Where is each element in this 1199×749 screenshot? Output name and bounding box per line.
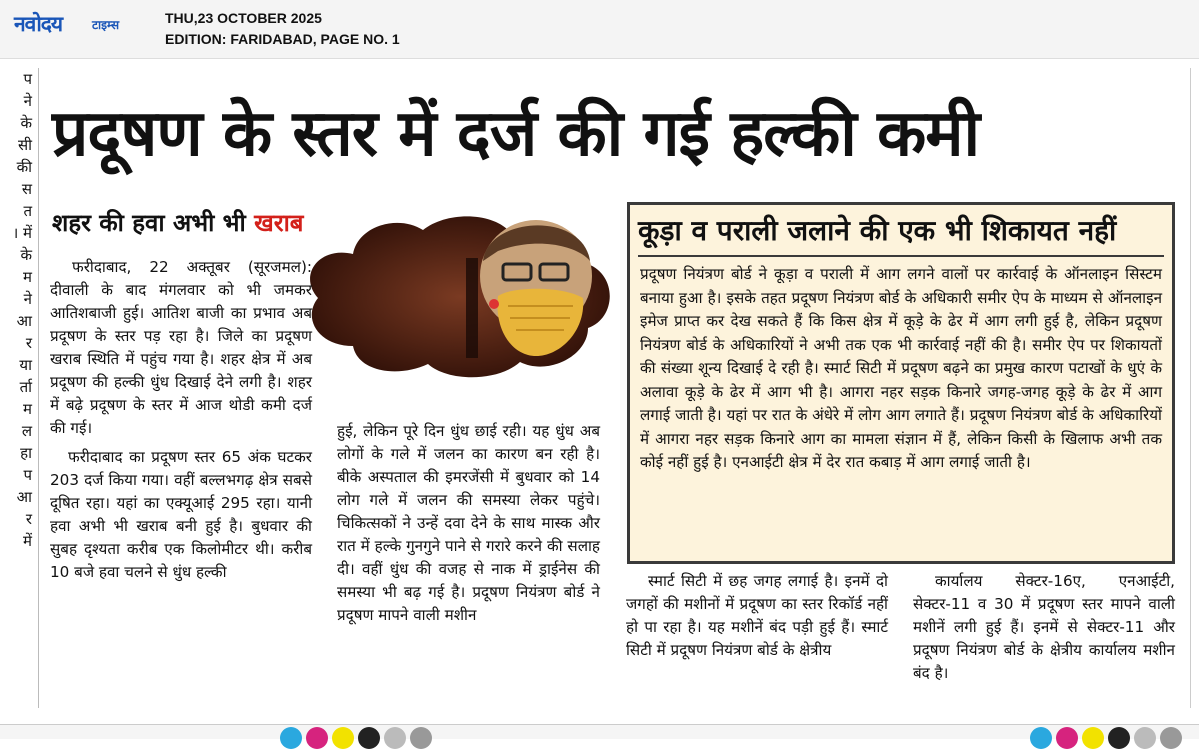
edge-text-line: ने [23,290,32,308]
adjacent-article-edge [0,68,39,708]
edge-text-line: ने [23,92,32,110]
paragraph: फरीदाबाद का प्रदूषण स्तर 65 अंक घटकर 203 दर्ज किया गया। वहीं बल्लभगढ़ क्षेत्र सबसे दूषित रहा। यहां का एक्यूआई 295 रहा। यानी हवा अभी भी खराब बनी हुई है। बुधवार की सुबह दृश्यता करीब एक किलोमीटर थी। करीब 10 बजे हवा चलने से धुंध हल्की [50,448,312,581]
paragraph: कार्यालय सेक्टर-16ए, एनआईटी, सेक्टर-11 व 30 में प्रदूषण स्तर मापने वाली मशीनें लगी हुई हैं। इनमें से सेक्टर-11 और प्रदूषण नियंत्रण बोर्ड के क्षेत्रीय कार्यालय मशीन बंद है। [913,572,1175,682]
article-column-3 [626,570,888,668]
grey-registration-mark [410,727,432,749]
black-registration-mark [358,727,380,749]
edge-text-line: आ [16,312,32,330]
edge-text-line: की [16,158,32,176]
cyan-registration-mark [1030,727,1052,749]
sidebar-box [627,202,1175,564]
edge-text-line: सी [17,136,32,154]
edition-header [0,0,1199,59]
edition-info: EDITION: FARIDABAD, PAGE NO. 1 [165,31,400,47]
edge-text-line: । में [12,224,32,242]
article-column-4 [913,570,1175,691]
grey-registration-mark [1134,727,1156,749]
edge-text-line: र्ता [19,378,32,396]
edge-text-line: र [25,334,32,352]
article-headline: प्रदूषण के स्तर में दर्ज की गई हल्की कमी [52,97,980,171]
edge-text-line: या [19,356,32,374]
paragraph: स्मार्ट सिटी में छह जगह लगाई है। इनमें दो जगहों की मशीनों में प्रदूषण का स्तर रिकॉर्ड नहीं हो पा रहा है। यह मशीनें बंद पड़ी हुई हैं। स्मार्ट सिटी में प्रदूषण नियंत्रण बोर्ड के क्षेत्रीय [626,572,888,659]
cyan-registration-mark [280,727,302,749]
edge-text-line: प [23,466,32,484]
box-title: कूड़ा व पराली जलाने की एक भी शिकायत नहीं [638,211,1164,257]
article-column-1 [50,256,312,590]
grey-registration-mark [384,727,406,749]
edge-text-line: प [23,70,32,88]
newspaper-logo: नवोदय [14,12,63,36]
edge-text-line: त [23,202,32,220]
newspaper-page [0,60,1199,738]
edge-text-line: ल [21,422,32,440]
edge-text-line: स [21,180,32,198]
edge-text-line: म [23,400,32,418]
pollution-mask-photo [298,206,620,380]
edge-text-line: हा [20,444,32,462]
paragraph: हुई, लेकिन पूरे दिन धुंध छाई रही। यह धुंध अब लोगों के गले में जलन का कारण बन रही है। बीके अस्पताल की इमरजेंसी में बुधवार को 14 लोग गले में जलन की समस्या लेकर पहुंचे। चिकित्सकों ने उन्हें दवा देने के साथ मास्क और रात में हल्के गुनगुने पाने से गरारे करने की सलाह दी। वहीं धुंध की वजह से नाक में ड्राईनेस की समस्या भी बढ़ गई है। प्रदूषण नियंत्रण बोर्ड ने प्रदूषण मापने वाली मशीन [337,422,600,624]
registration-strip [0,724,1199,739]
newspaper-logo-sub: टाइम्स [92,18,120,32]
paragraph: फरीदाबाद, 22 अक्तूबर (सूरजमल): दीवाली के बाद मंगलवार को भी जमकर आतिशबाजी हुई। आतिश बाजी का प्रभाव अब प्रदूषण के स्तर पड़ रहा है। जिले का प्रदूषण खराब स्थिति में पहुंच गया है। शहर क्षेत्र में अब प्रदूषण की हल्की धुंध दिखाई देने लगी है। शहर में बढ़े प्रदूषण के स्तर में आज थोडी कमी दर्ज की गई। [50,258,312,437]
article-column-2 [337,420,600,633]
subhead-red-word: खराब [254,209,304,237]
magenta-registration-mark [306,727,328,749]
edge-text-line: के [20,246,32,264]
edge-text-line: में [23,532,32,550]
edge-text-line: र [25,510,32,528]
article-subhead [52,206,304,239]
subhead-text: शहर की हवा अभी भी [52,209,246,237]
edge-text-line: आ [16,488,32,506]
box-body: प्रदूषण नियंत्रण बोर्ड ने कूड़ा व पराली में आग लगने वालों पर कार्रवाई के ऑनलाइन सिस्टम बनाया हुआ है। इसके तहत प्रदूषण नियंत्रण बोर्ड के अधिकारी समीर ऐप के माध्यम से ऑनलाइन इमेज प्राप्त कर देख सकते हैं कि किस क्षेत्र में कूड़े के ढेर में आग लगी हुई है, लेकिन प्रदूषण नियंत्रण बोर्ड के अधिकारियों ने अभी तक एक भी कार्रवाई नहीं की है। समीर ऐप पर शिकायतों की संख्या शून्य दिखाई दे रही है। स्मार्ट सिटी में प्रदूषण बढ़ने का प्रमुख कारण पटाखों के धुएं के अलावा कूड़े के ढेर में आग भी है। आगरा नहर सड़क किनारे जगह-जगह कूड़े के ढेर में आग लगाई जाती है। यहां पर रात के अंधेरे में लोग आग लगाते हैं। प्रदूषण नियंत्रण बोर्ड के अधिकारियों में आगरा नहर सड़क किनारे आग का मामला संज्ञान में हैं, लेकिन किसी के खिलाफ अभी तक कोई नहीं हुई है। एनआईटी क्षेत्र में देर रात कबाड़ में आग लगाई जाती है। [640,265,1162,471]
magenta-registration-mark [1056,727,1078,749]
edition-date: THU,23 OCTOBER 2025 [165,10,322,26]
yellow-registration-mark [1082,727,1104,749]
edge-text-line: म [23,268,32,286]
edge-text-line: के [20,114,32,132]
black-registration-mark [1108,727,1130,749]
yellow-registration-mark [332,727,354,749]
grey-registration-mark [1160,727,1182,749]
page-right-edge [1190,68,1191,708]
